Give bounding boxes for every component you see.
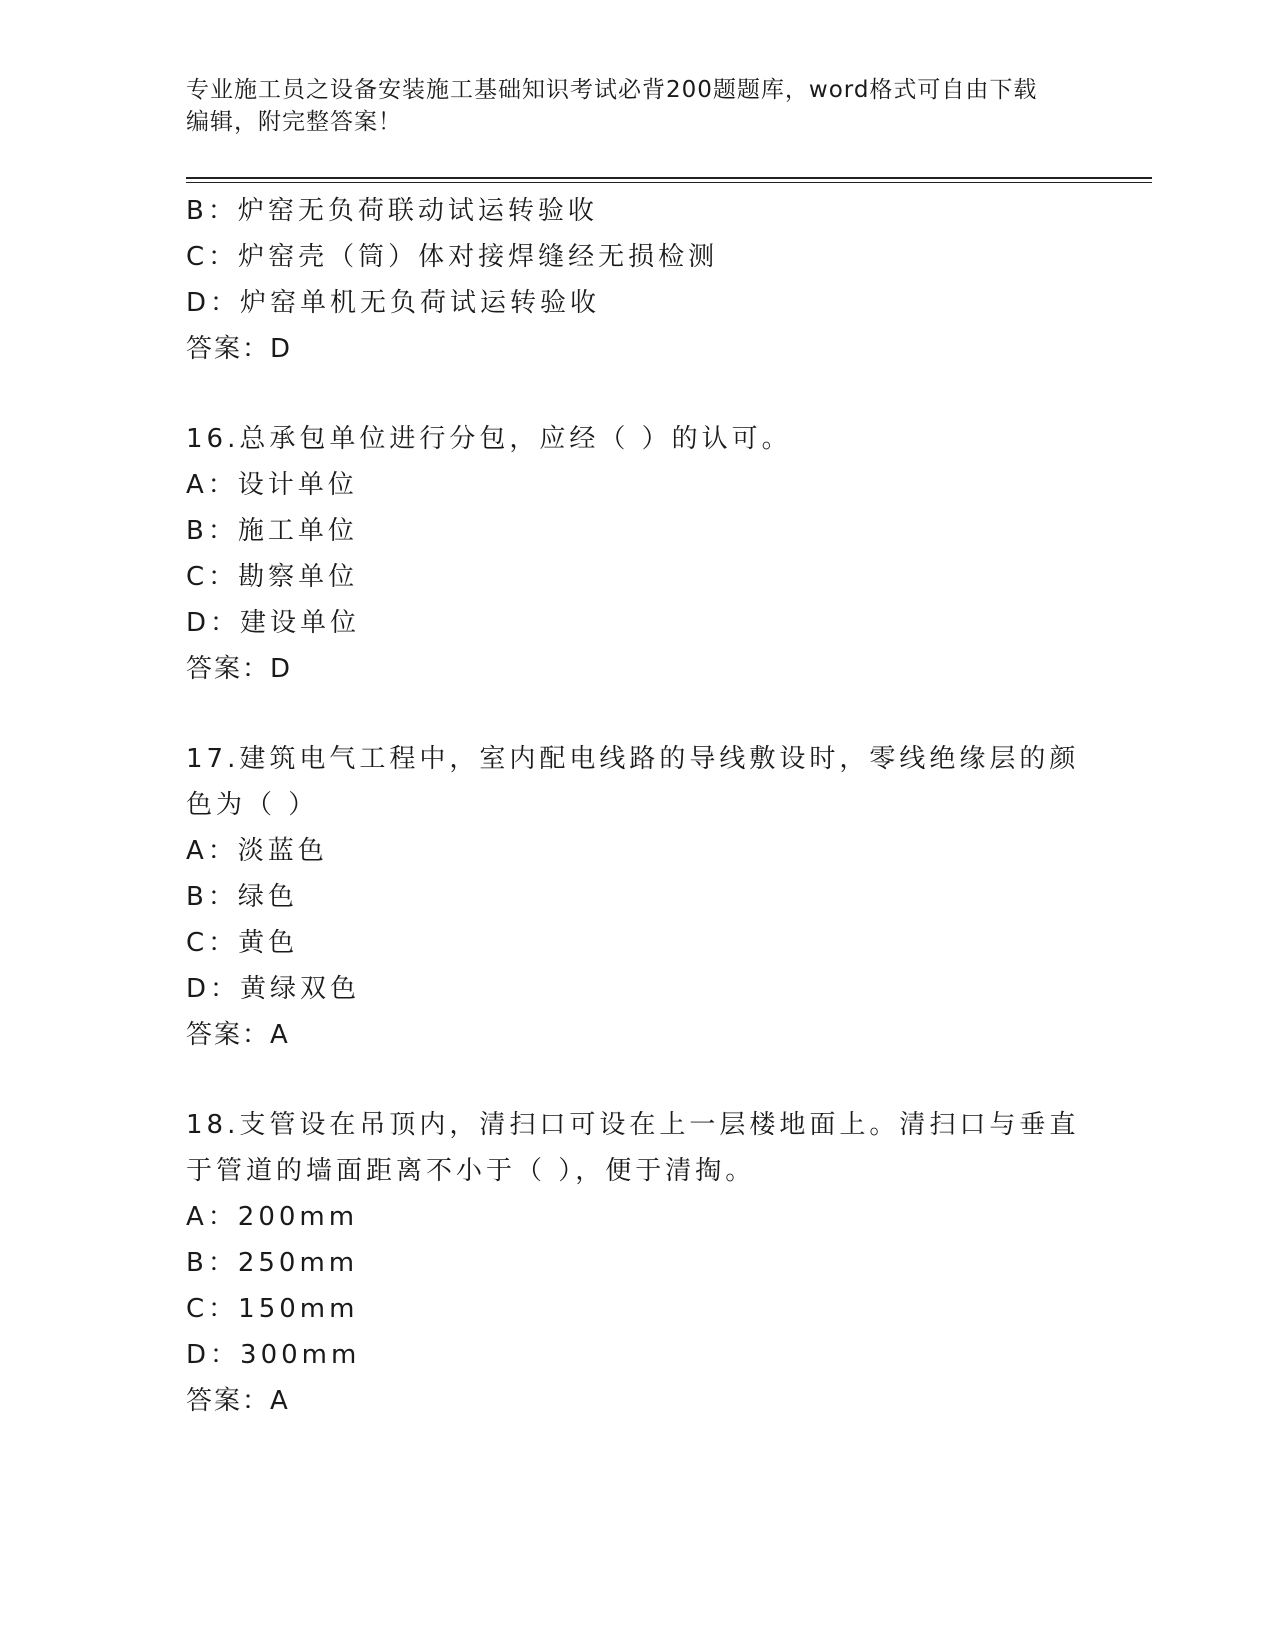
option-c: C：黄色 <box>186 928 299 958</box>
question-text: 16.总承包单位进行分包，应经（ ）的认可。 <box>186 424 792 454</box>
option-b: B：炉窑无负荷联动试运转验收 <box>186 196 598 226</box>
option-b: B：250mm <box>186 1248 359 1278</box>
question-text: 18.支管设在吊顶内，清扫口可设在上一层楼地面上。清扫口与垂直于管道的墙面距离不小于（ ），便于清掏。 <box>186 1110 1080 1186</box>
option-c: C：炉窑壳（筒）体对接焊缝经无损检测 <box>186 242 719 272</box>
question-block-18 <box>186 1102 1086 1424</box>
option-d: D：建设单位 <box>186 608 361 638</box>
option-c: C：勘察单位 <box>186 562 359 592</box>
option-a: A：200mm <box>186 1202 359 1232</box>
option-c: C：150mm <box>186 1294 359 1324</box>
question-text: 17.建筑电气工程中，室内配电线路的导线敷设时，零线绝缘层的颜色为（ ） <box>186 744 1080 820</box>
document-header <box>186 74 1086 138</box>
header-divider-thin <box>186 182 1152 183</box>
question-block-17 <box>186 736 1086 1058</box>
answer-line: 答案：A <box>186 1020 290 1050</box>
option-b: B：绿色 <box>186 882 298 912</box>
answer-line: 答案：D <box>186 334 293 364</box>
option-d: D：黄绿双色 <box>186 974 361 1004</box>
option-d: D：炉窑单机无负荷试运转验收 <box>186 288 601 318</box>
question-block-16 <box>186 416 1086 692</box>
header-title-line2: 编辑，附完整答案！ <box>186 109 402 135</box>
option-d: D：300mm <box>186 1340 361 1370</box>
header-title-line1: 专业施工员之设备安装施工基础知识考试必背200题题库，word格式可自由下载 <box>186 77 1038 103</box>
document-body <box>186 188 1086 1424</box>
option-a: A：设计单位 <box>186 470 358 500</box>
header-divider-thick <box>186 177 1152 179</box>
option-b: B：施工单位 <box>186 516 358 546</box>
question-block-15 <box>186 188 1086 372</box>
answer-line: 答案：A <box>186 1386 290 1416</box>
option-a: A：淡蓝色 <box>186 836 328 866</box>
spacer <box>186 1058 1086 1102</box>
spacer <box>186 372 1086 416</box>
spacer <box>186 692 1086 736</box>
answer-line: 答案：D <box>186 654 293 684</box>
